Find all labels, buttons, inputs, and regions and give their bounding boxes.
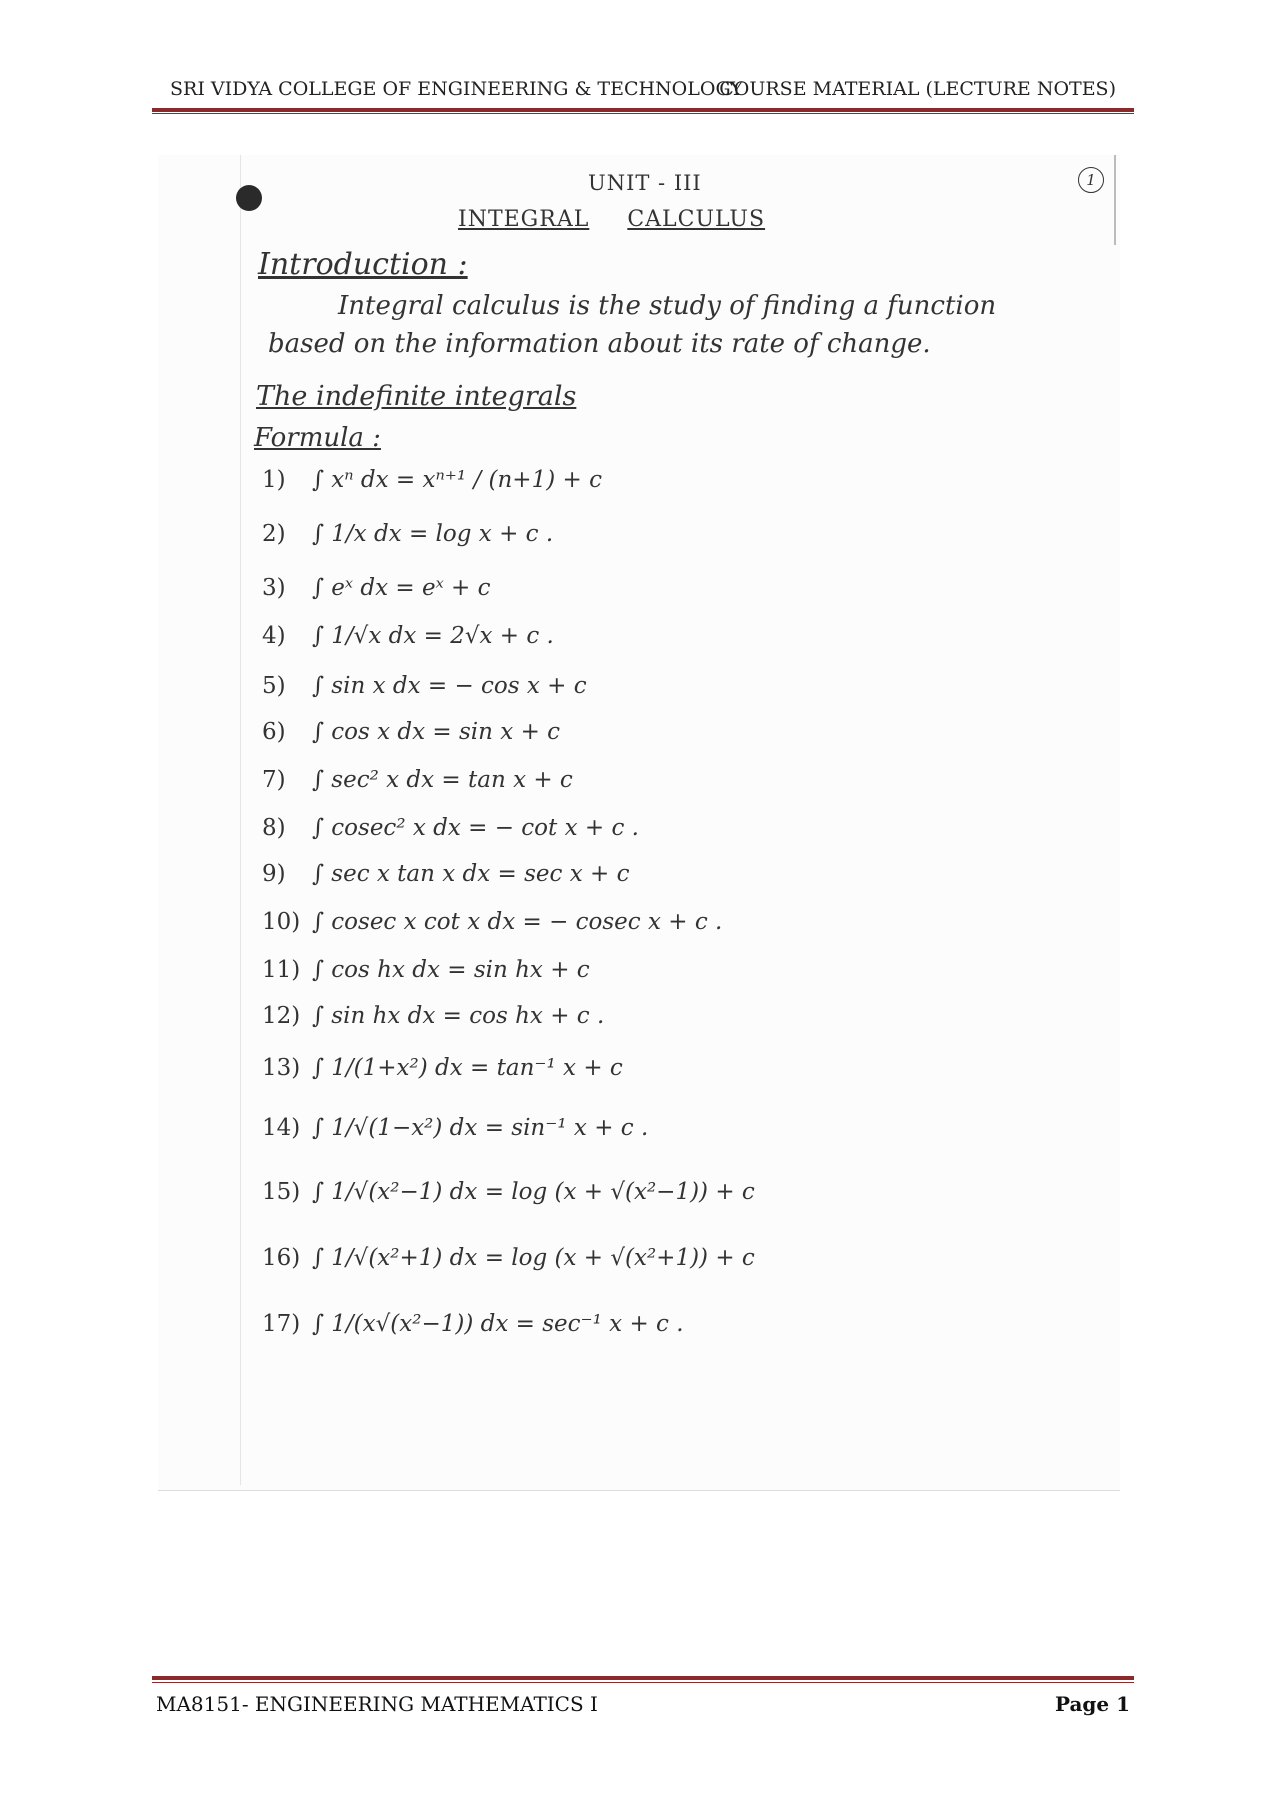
formula-item — [262, 909, 722, 935]
formula-item — [262, 521, 553, 547]
formula-expression: ∫ 1/x dx = log x + c . — [312, 521, 554, 547]
formula-heading: Formula : — [254, 423, 381, 453]
formula-number: 3) — [262, 575, 286, 601]
formula-expression: ∫ sec x tan x dx = sec x + c — [312, 861, 630, 887]
formula-expression: ∫ 1/√(x²+1) dx = log (x + √(x²+1)) + c — [312, 1245, 755, 1271]
formula-item — [262, 861, 630, 887]
formula-expression: ∫ sin x dx = − cos x + c — [312, 673, 587, 699]
title-word-integral: INTEGRAL — [458, 207, 590, 232]
formula-number: 4) — [262, 623, 286, 649]
formula-number: 15) — [262, 1179, 301, 1205]
formula-number: 5) — [262, 673, 286, 699]
formula-item — [262, 1179, 755, 1205]
formula-expression: ∫ xⁿ dx = xⁿ⁺¹ / (n+1) + c — [312, 467, 602, 493]
formula-item — [262, 673, 587, 699]
formula-item — [262, 767, 573, 793]
formula-item — [262, 1115, 648, 1141]
title-word-calculus: CALCULUS — [627, 207, 766, 232]
formula-number: 6) — [262, 719, 286, 745]
page-footer — [152, 1692, 1134, 1722]
introduction-heading: Introduction : — [258, 247, 468, 282]
punch-hole — [236, 185, 262, 211]
formula-expression: ∫ cos hx dx = sin hx + c — [312, 957, 590, 983]
college-name: SRI VIDYA COLLEGE OF ENGINEERING & TECHNOLOGY — [170, 78, 743, 100]
handwritten-page-number: 1 — [1078, 167, 1104, 193]
formula-expression: ∫ sin hx dx = cos hx + c . — [312, 1003, 605, 1029]
formula-expression: ∫ cosec x cot x dx = − cosec x + c . — [312, 909, 723, 935]
formula-number: 9) — [262, 861, 286, 887]
formula-number: 8) — [262, 815, 286, 841]
formula-expression: ∫ 1/√(x²−1) dx = log (x + √(x²−1)) + c — [312, 1179, 755, 1205]
footer-rule-thin — [152, 1682, 1134, 1683]
scanned-notes — [158, 155, 1120, 1491]
formula-item — [262, 1003, 604, 1029]
formula-expression: ∫ sec² x dx = tan x + c — [312, 767, 573, 793]
page-edge-line — [1114, 155, 1116, 245]
formula-expression: ∫ 1/(1+x²) dx = tan⁻¹ x + c — [312, 1055, 623, 1081]
formula-expression: ∫ 1/√(1−x²) dx = sin⁻¹ x + c . — [312, 1115, 649, 1141]
formula-item — [262, 467, 602, 493]
margin-line — [240, 155, 241, 1485]
formula-number: 11) — [262, 957, 301, 983]
formula-expression: ∫ 1/√x dx = 2√x + c . — [312, 623, 554, 649]
formula-item — [262, 1311, 684, 1337]
formula-number: 16) — [262, 1245, 301, 1271]
formula-expression: ∫ 1/(x√(x²−1)) dx = sec⁻¹ x + c . — [312, 1311, 684, 1337]
formula-number: 13) — [262, 1055, 301, 1081]
formula-number: 14) — [262, 1115, 301, 1141]
formula-number: 12) — [262, 1003, 301, 1029]
page-number: Page 1 — [1054, 1692, 1130, 1716]
formula-number: 7) — [262, 767, 286, 793]
formula-expression: ∫ cosec² x dx = − cot x + c . — [312, 815, 639, 841]
formula-item — [262, 1055, 623, 1081]
formula-number: 1) — [262, 467, 286, 493]
unit-label: UNIT - III — [588, 171, 702, 195]
indefinite-integrals-heading: The indefinite integrals — [256, 381, 577, 412]
formula-item — [262, 815, 639, 841]
formula-item — [262, 623, 554, 649]
page-header — [152, 76, 1134, 102]
formula-number: 10) — [262, 909, 301, 935]
header-rule-thin — [152, 113, 1134, 114]
course-material-label: COURSE MATERIAL (LECTURE NOTES) — [719, 78, 1116, 100]
introduction-text-line-2: based on the information about its rate of change. — [268, 329, 931, 359]
formula-number: 17) — [262, 1311, 301, 1337]
formula-expression: ∫ cos x dx = sin x + c — [312, 719, 561, 745]
course-code: MA8151- ENGINEERING MATHEMATICS I — [156, 1692, 598, 1716]
header-rule — [152, 108, 1134, 112]
notes-title — [458, 207, 765, 232]
formula-number: 2) — [262, 521, 286, 547]
introduction-text-line-1: Integral calculus is the study of finding a function — [338, 291, 997, 321]
footer-rule — [152, 1676, 1134, 1680]
formula-item — [262, 719, 560, 745]
formula-item — [262, 575, 491, 601]
formula-expression: ∫ eˣ dx = eˣ + c — [312, 575, 491, 601]
formula-item — [262, 957, 590, 983]
formula-item — [262, 1245, 755, 1271]
